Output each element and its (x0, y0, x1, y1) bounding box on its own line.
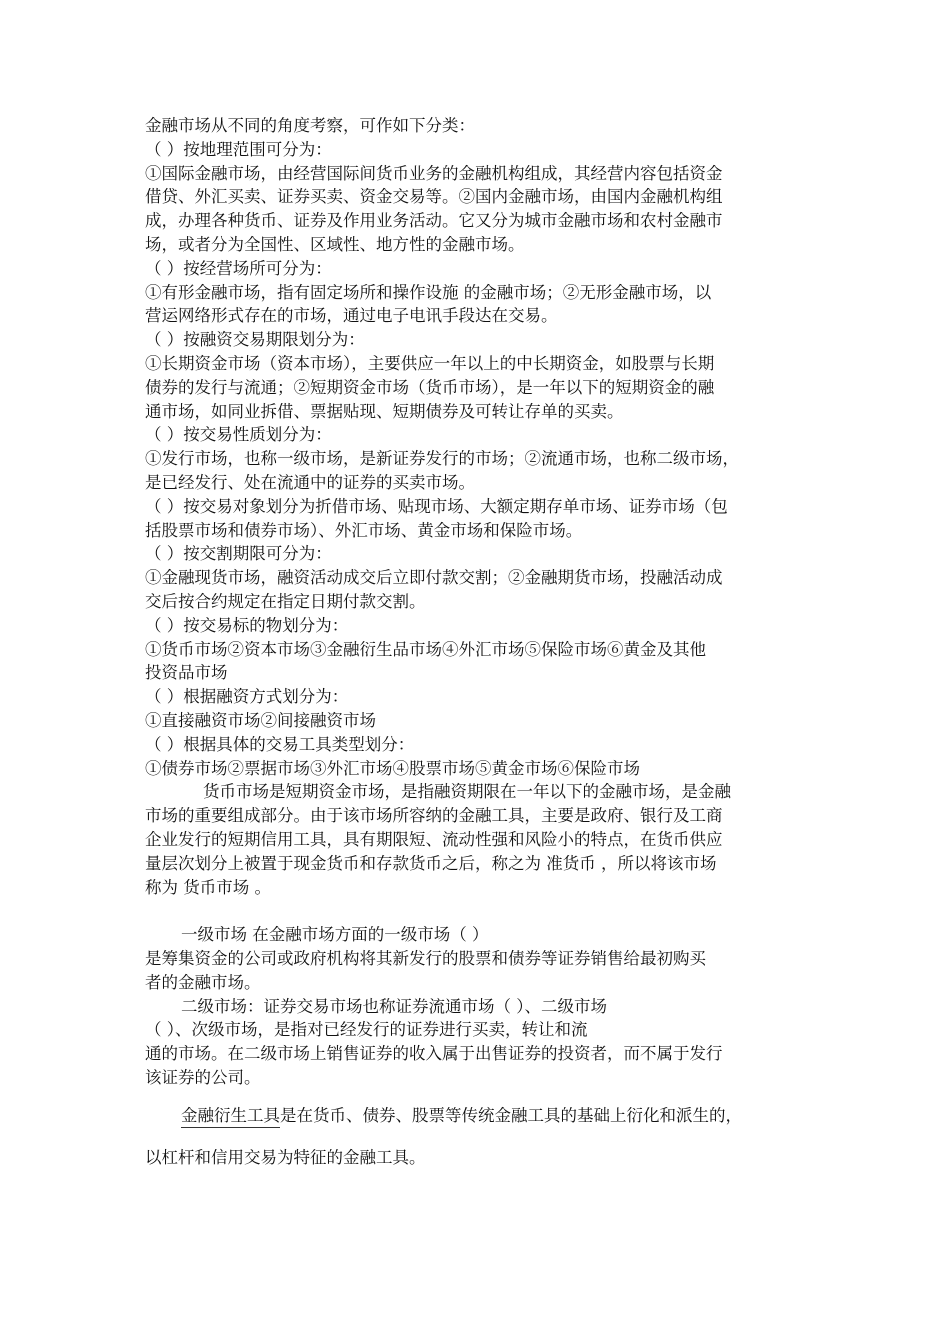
section-instrument-heading: （ ）根据具体的交易工具类型划分： (145, 734, 415, 754)
section-nature-heading: （ ）按交易性质划分为： (145, 425, 332, 445)
section-term-line-2: 债券的发行与流通；②短期资金市场（货币市场），是一年以下的短期资金的融 (145, 377, 715, 397)
section-geography-line-4: 场，或者分为全国性、区域性、地方性的金融市场。 (145, 234, 525, 254)
money-market-line-2: 市场的重要组成部分。由于该市场所容纳的金融工具，主要是政府、银行及工商 (145, 806, 723, 826)
document-body (145, 114, 810, 1169)
section-geography-line-2: 借贷、外汇买卖、证券买卖、资金交易等。②国内金融市场，由国内金融机构组 (145, 187, 723, 207)
section-instrument-line-1: ①债券市场②票据市场③外汇市场④股票市场⑤黄金市场⑥保险市场 (145, 758, 640, 778)
primary-market-line-2: 是筹集资金的公司或政府机构将其新发行的股票和债券等证券销售给最初购买 (145, 949, 706, 969)
money-market-line-1: 货币市场是短期资金市场，是指融资期限在一年以下的金融市场，是金融 (203, 782, 731, 802)
derivatives-line-1 (145, 1104, 810, 1128)
derivatives-line-1-rest: 是在货币、债券、股票等传统金融工具的基础上衍化和派生的， (280, 1105, 742, 1125)
section-venue-heading: （ ）按经营场所可分为： (145, 258, 332, 278)
section-object-line-1: （ ）按交易对象划分为折借市场、贴现市场、大额定期存单市场、证券市场（包 (145, 496, 728, 516)
section-nature-line-1: ①发行市场，也称一级市场，是新证券发行的市场；②流通市场，也称二级市场， (145, 449, 739, 469)
secondary-market-line-1: 二级市场：证券交易市场也称证券流通市场（ ）、二级市场 (181, 996, 607, 1016)
blank-line (145, 899, 810, 923)
section-venue-line-2: 营运网络形式存在的市场，通过电子电讯手段达在交易。 (145, 306, 558, 326)
section-settlement-line-1: ①金融现货市场，融资活动成交后立即付款交割；②金融期货市场，投融活动成 (145, 568, 723, 588)
section-underlying-line-1: ①货币市场②资本市场③金融衍生品市场④外汇市场⑤保险市场⑥黄金及其他 (145, 639, 706, 659)
section-term-line-1: ①长期资金市场（资本市场），主要供应一年以上的中长期资金，如股票与长期 (145, 353, 715, 373)
section-underlying-line-2: 投资品市场 (145, 663, 228, 683)
secondary-market-line-3: 通的市场。在二级市场上销售证券的收入属于出售证券的投资者，而不属于发行 (145, 1044, 723, 1064)
section-object-line-2: 括股票市场和债券市场）、外汇市场、黄金市场和保险市场。 (145, 520, 583, 540)
section-term-line-3: 通市场，如同业拆借、票据贴现、短期债券及可转让存单的买卖。 (145, 401, 624, 421)
secondary-market-line-2: （ ）、次级市场，是指对已经发行的证券进行买卖，转让和流 (145, 1020, 588, 1040)
intro-line: 金融市场从不同的角度考察，可作如下分类： (145, 116, 475, 135)
section-nature-line-2: 是已经发行、处在流通中的证券的买卖市场。 (145, 472, 475, 492)
section-financing-heading: （ ）根据融资方式划分为： (145, 687, 349, 707)
money-market-line-5: 称为 货币市场 。 (145, 877, 271, 897)
section-geography-line-3: 成，办理各种货币、证券及作用业务活动。它又分为城市金融市场和农村金融市 (145, 211, 723, 231)
money-market-line-3: 企业发行的短期信用工具，具有期限短、流动性强和风险小的特点，在货币供应 (145, 829, 723, 849)
primary-market-line-3: 者的金融市场。 (145, 972, 261, 992)
derivatives-term: 金融衍生工具 (181, 1106, 280, 1128)
section-geography-heading: （ ）按地理范围可分为： (145, 139, 332, 159)
derivatives-paragraph (145, 1104, 810, 1170)
section-term-heading: （ ）按融资交易期限划分为： (145, 330, 365, 350)
section-geography-line-1: ①国际金融市场，由经营国际间货币业务的金融机构组成，其经营内容包括资金 (145, 163, 723, 183)
section-settlement-line-2: 交后按合约规定在指定日期付款交割。 (145, 591, 426, 611)
section-venue-line-1: ①有形金融市场，指有固定场所和操作设施 的金融市场；②无形金融市场，以 (145, 282, 712, 302)
derivatives-line-2: 以杠杆和信用交易为特征的金融工具。 (145, 1147, 426, 1167)
section-financing-line-1: ①直接融资市场②间接融资市场 (145, 710, 376, 730)
money-market-line-4: 量层次划分上被置于现金货币和存款货币之后，称之为 准货币 ，所以将该市场 (145, 853, 717, 873)
section-settlement-heading: （ ）按交割期限可分为： (145, 544, 332, 564)
secondary-market-line-4: 该证券的公司。 (145, 1068, 261, 1088)
section-underlying-heading: （ ）按交易标的物划分为： (145, 615, 349, 635)
primary-market-line-1: 一级市场 在金融市场方面的一级市场（ ） (181, 925, 489, 945)
